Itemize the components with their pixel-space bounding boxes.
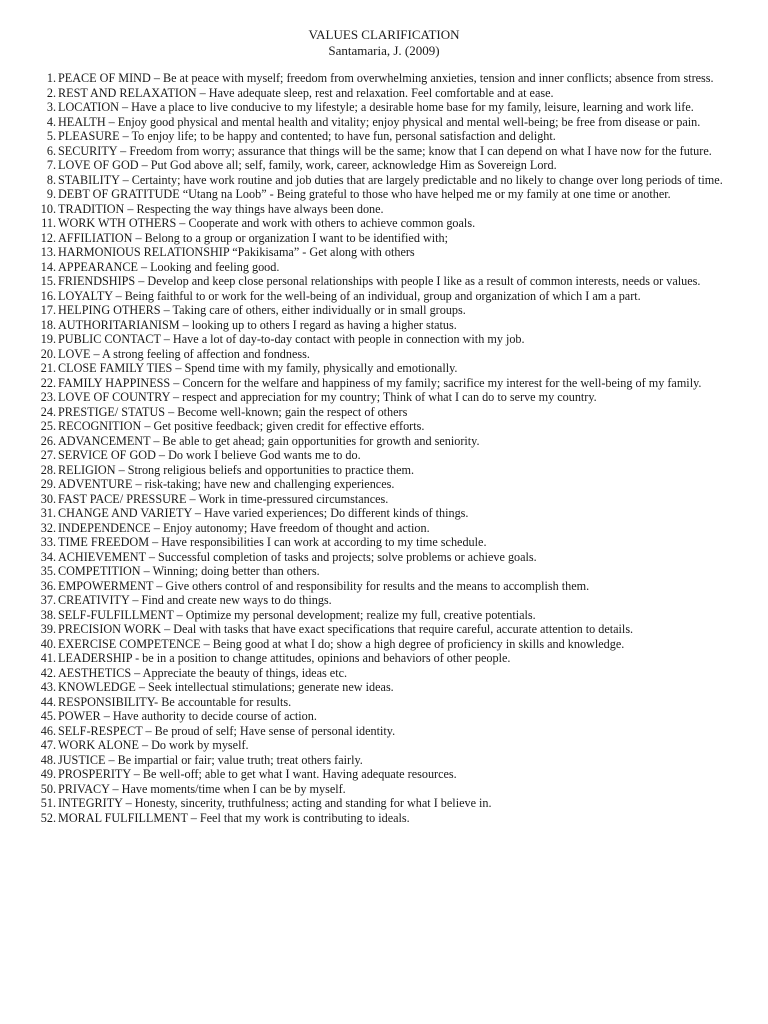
list-item [30, 158, 740, 173]
item-text: PRECISION WORK – Deal with tasks that have exact specifications that require careful, accurate attention to details. [58, 622, 634, 636]
list-item [30, 115, 740, 130]
item-number: 21. [40, 361, 56, 375]
item-text: APPEARANCE – Looking and feeling good. [58, 259, 280, 274]
item-text: STABILITY – Certainty; have work routine and job duties that are largely predictable and no likely to change over long periods of time. [58, 172, 723, 187]
item-text: CLOSE FAMILY TIES – Spend time with my family, physically and emotionally. [58, 361, 458, 375]
item-text: TRADITION – Respecting the way things have always been done. [58, 201, 384, 216]
list-item [30, 521, 740, 536]
item-number: 13. [40, 245, 56, 259]
item-text: LOVE OF COUNTRY – respect and appreciation for my country; Think of what I can do to serve my country. [58, 390, 597, 404]
item-number: 42. [40, 665, 56, 680]
item-number: 51. [40, 796, 56, 810]
item-number: 47. [40, 738, 56, 752]
item-number: 19. [40, 332, 56, 346]
list-item [30, 724, 740, 739]
item-number: 27. [40, 448, 56, 462]
item-number: 2. [46, 85, 56, 100]
item-text: AFFILIATION – Belong to a group or organization I want to be identified with; [58, 230, 449, 245]
item-text: LOVE OF GOD – Put God above all; self, family, work, career, acknowledge Him as Sovereign Lord. [58, 158, 557, 172]
item-text: EMPOWERMENT – Give others control of and responsibility for results and the means to accomplish them. [58, 578, 590, 593]
item-text: PRESTIGE/ STATUS – Become well-known; gain the respect of others [58, 404, 408, 419]
list-item [30, 260, 740, 275]
list-item [30, 86, 740, 101]
item-text: LOVE – A strong feeling of affection and fondness. [58, 346, 310, 361]
list-item [30, 405, 740, 420]
item-text: TIME FREEDOM – Have responsibilities I can work at according to my time schedule. [58, 535, 487, 549]
item-number: 40. [40, 636, 56, 651]
item-text: SERVICE OF GOD – Do work I believe God wants me to do. [58, 448, 361, 462]
item-number: 38. [40, 607, 56, 622]
item-text: POWER – Have authority to decide course of action. [58, 709, 317, 723]
item-text: WORK WTH OTHERS – Cooperate and work with others to achieve common goals. [58, 216, 476, 230]
item-text: INDEPENDENCE – Enjoy autonomy; Have freedom of thought and action. [58, 520, 430, 535]
item-text: LOCATION – Have a place to live conducive to my lifestyle; a desirable home base for my family, leisure, learning and work life. [58, 100, 694, 114]
list-item [30, 129, 740, 144]
item-text: RELIGION – Strong religious beliefs and opportunities to practice them. [58, 462, 415, 477]
item-number: 50. [40, 781, 56, 796]
document-header [0, 27, 768, 59]
item-number: 30. [40, 491, 56, 506]
list-item [30, 274, 740, 289]
item-number: 39. [40, 622, 56, 636]
item-number: 6. [46, 143, 56, 158]
item-number: 11. [41, 216, 56, 230]
list-item [30, 361, 740, 376]
item-number: 36. [40, 578, 56, 593]
item-number: 15. [40, 274, 56, 288]
item-number: 20. [40, 346, 56, 361]
item-number: 25. [40, 419, 56, 433]
item-number: 31. [40, 506, 56, 520]
item-text: FRIENDSHIPS – Develop and keep close personal relationships with people I like as a result of common interests, needs or values. [58, 274, 701, 288]
values-list [30, 71, 740, 825]
item-number: 7. [46, 158, 56, 172]
item-text: ADVENTURE – risk-taking; have new and challenging experiences. [58, 477, 395, 491]
item-text: PUBLIC CONTACT – Have a lot of day-to-day contact with people in connection with my job. [58, 332, 525, 346]
list-item [30, 231, 740, 246]
item-number: 8. [46, 172, 56, 187]
item-number: 32. [40, 520, 56, 535]
item-number: 12. [40, 230, 56, 245]
list-item [30, 100, 740, 115]
item-number: 24. [40, 404, 56, 419]
list-item [30, 753, 740, 768]
item-text: CHANGE AND VARIETY – Have varied experiences; Do different kinds of things. [58, 506, 469, 520]
item-number: 41. [40, 651, 56, 665]
list-item [30, 289, 740, 304]
item-number: 33. [40, 535, 56, 549]
document-author: Santamaria, J. (2009) [328, 43, 440, 58]
list-item [30, 709, 740, 724]
item-text: PRIVACY – Have moments/time when I can be by myself. [58, 781, 346, 796]
item-number: 45. [40, 709, 56, 723]
list-item [30, 622, 740, 637]
list-item [30, 767, 740, 782]
list-item [30, 144, 740, 159]
item-number: 10. [40, 201, 56, 216]
list-item [30, 303, 740, 318]
list-item [30, 245, 740, 260]
list-item [30, 71, 740, 86]
item-text: FAST PACE/ PRESSURE – Work in time-pressured circumstances. [58, 491, 389, 506]
item-text: HARMONIOUS RELATIONSHIP “Pakikisama” - Get along with others [58, 245, 415, 259]
item-number: 22. [40, 375, 56, 390]
item-text: EXERCISE COMPETENCE – Being good at what I do; show a high degree of proficiency in skills and knowledge. [58, 636, 625, 651]
item-text: JUSTICE – Be impartial or fair; value truth; treat others fairly. [58, 752, 363, 767]
item-text: PEACE OF MIND – Be at peace with myself; freedom from overwhelming anxieties, tension and inner conflicts; absence from stress. [58, 71, 714, 85]
list-item [30, 782, 740, 797]
item-number: 3. [46, 100, 56, 114]
item-text: LOYALTY – Being faithful to or work for the well-being of an individual, group and organization of which I am a part. [58, 288, 641, 303]
item-text: PLEASURE – To enjoy life; to be happy and contented; to have fun, personal satisfaction and delight. [58, 129, 556, 143]
list-item [30, 608, 740, 623]
item-text: PROSPERITY – Be well-off; able to get what I want. Having adequate resources. [58, 767, 457, 781]
list-item [30, 492, 740, 507]
item-number: 52. [40, 810, 56, 825]
list-item [30, 318, 740, 333]
item-text: INTEGRITY – Honesty, sincerity, truthfulness; acting and standing for what I believe in. [58, 796, 492, 810]
item-number: 9. [46, 187, 56, 201]
item-number: 43. [40, 680, 56, 694]
list-item [30, 347, 740, 362]
list-item [30, 463, 740, 478]
list-item [30, 666, 740, 681]
list-item [30, 811, 740, 826]
list-item [30, 187, 740, 202]
list-item [30, 506, 740, 521]
item-text: MORAL FULFILLMENT – Feel that my work is contributing to ideals. [58, 810, 410, 825]
item-text: SELF-FULFILLMENT – Optimize my personal development; realize my full, creative potentials. [58, 607, 536, 622]
item-number: 16. [40, 288, 56, 303]
item-text: SECURITY – Freedom from worry; assurance that things will be the same; know that I can depend on what I have now for the future. [58, 143, 712, 158]
item-number: 49. [40, 767, 56, 781]
list-item [30, 216, 740, 231]
list-item [30, 202, 740, 217]
list-item [30, 477, 740, 492]
item-text: COMPETITION – Winning; doing better than others. [58, 564, 320, 578]
list-item [30, 579, 740, 594]
item-text: RESPONSIBILITY- Be accountable for results. [58, 694, 292, 709]
list-item [30, 376, 740, 391]
item-text: REST AND RELAXATION – Have adequate sleep, rest and relaxation. Feel comfortable and at ease. [58, 85, 554, 100]
item-text: AUTHORITARIANISM – looking up to others I regard as having a higher status. [58, 317, 457, 332]
item-number: 48. [40, 752, 56, 767]
item-text: ACHIEVEMENT – Successful completion of tasks and projects; solve problems or achieve goals. [58, 549, 537, 564]
item-text: SELF-RESPECT – Be proud of self; Have sense of personal identity. [58, 723, 396, 738]
item-number: 1. [46, 71, 56, 85]
item-text: KNOWLEDGE – Seek intellectual stimulations; generate new ideas. [58, 680, 394, 694]
document-title: VALUES CLARIFICATION [308, 27, 460, 42]
item-number: 18. [40, 317, 56, 332]
item-number: 28. [40, 462, 56, 477]
item-text: HELPING OTHERS – Taking care of others, either individually or in small groups. [58, 303, 466, 317]
list-item [30, 550, 740, 565]
list-item [30, 535, 740, 550]
item-text: LEADERSHIP - be in a position to change attitudes, opinions and behaviors of other people. [58, 651, 511, 665]
list-item [30, 173, 740, 188]
list-item [30, 738, 740, 753]
item-number: 26. [40, 433, 56, 448]
list-item [30, 637, 740, 652]
list-item [30, 434, 740, 449]
item-number: 4. [46, 114, 56, 129]
item-number: 34. [40, 549, 56, 564]
list-item [30, 680, 740, 695]
item-number: 17. [40, 303, 56, 317]
list-item [30, 448, 740, 463]
item-number: 44. [40, 694, 56, 709]
list-item [30, 593, 740, 608]
list-item [30, 390, 740, 405]
item-number: 37. [40, 593, 56, 607]
item-number: 14. [40, 259, 56, 274]
item-text: WORK ALONE – Do work by myself. [58, 738, 249, 752]
list-item [30, 564, 740, 579]
item-text: ADVANCEMENT – Be able to get ahead; gain opportunities for growth and seniority. [58, 433, 480, 448]
item-number: 46. [40, 723, 56, 738]
item-number: 35. [40, 564, 56, 578]
list-item [30, 332, 740, 347]
item-text: CREATIVITY – Find and create new ways to do things. [58, 593, 332, 607]
item-text: HEALTH – Enjoy good physical and mental health and vitality; enjoy physical and mental well-being; be free from disease or pain. [58, 114, 701, 129]
item-text: DEBT OF GRATITUDE “Utang na Loob” - Being grateful to those who have helped me or my family at one time or another. [58, 187, 671, 201]
item-number: 5. [46, 129, 56, 143]
list-item [30, 695, 740, 710]
list-item [30, 419, 740, 434]
item-text: AESTHETICS – Appreciate the beauty of things, ideas etc. [58, 665, 348, 680]
list-item [30, 651, 740, 666]
item-text: FAMILY HAPPINESS – Concern for the welfare and happiness of my family; sacrifice my interest for the well-being of my family. [58, 375, 702, 390]
item-number: 23. [40, 390, 56, 404]
list-item [30, 796, 740, 811]
item-number: 29. [40, 477, 56, 491]
item-text: RECOGNITION – Get positive feedback; given credit for effective efforts. [58, 419, 425, 433]
